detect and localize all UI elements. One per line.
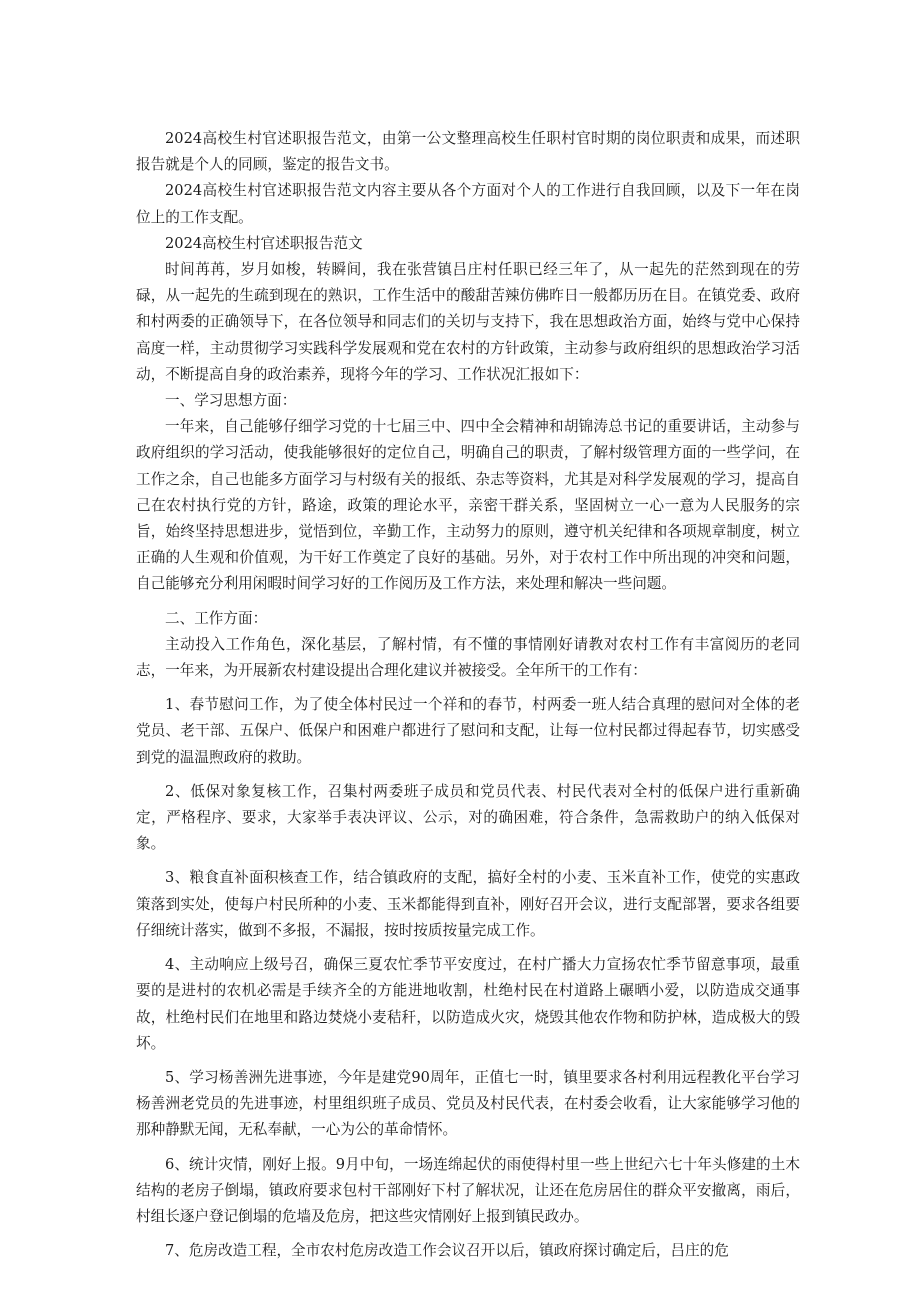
work-intro-paragraph: 主动投入工作角色，深化基层，了解村情，有不懂的事情刚好请教对农村工作有丰富阅历的老同志，一年来，为开展新农村建设提出合理化建议并被接受。全年所干的工作有：	[136, 635, 800, 680]
work-item-5: 5、学习杨善洲先进事迹，今年是建党90周年，正值七一时，镇里要求各村利用远程教化平台学习杨善洲老党员的先进事迹，村里组织班子成员、党员及村民代表，在村委会收看，让大家能够学习他的那种静默无闻，无私奉献，一心为公的革命情怀。	[136, 1068, 800, 1139]
work-item-2: 2、低保对象复核工作，召集村两委班子成员和党员代表、村民代表对全村的低保户进行重新确定，严格程序、要求，大家举手表决评议、公示，对的确困难，符合条件，急需救助户的纳入低保对象。	[136, 782, 800, 853]
work-item-1: 1、春节慰问工作，为了使全体村民过一个祥和的春节，村两委一班人结合真理的慰问对全体的老党员、老干部、五保户、低保户和困难户都进行了慰问和支配，让每一位村民都过得起春节，切实感受到党的温温煦政府的救助。	[136, 696, 800, 766]
document-title: 2024高校生村官述职报告范文	[165, 234, 363, 252]
section-heading-work: 二、工作方面：	[165, 609, 268, 627]
study-paragraph: 一年来，自己能够仔细学习党的十七届三中、四中全会精神和胡锦涛总书记的重要讲话，主动参与政府组织的学习活动，使我能够很好的定位自己，明确自己的职责，了解村级管理方面的一些学问，在工作之余，自己也能多方面学习与村级有关的报纸、杂志等资料，尤其是对科学发展观的学习，提高自己在农村执行党的方针，路途，政策的理论水平，亲密干群关系，坚固树立一心一意为人民服务的宗旨，始终坚持思想进步，觉悟到位，辛勤工作，主动努力的原则，遵守机关纪律和各项规章制度，树立正确的人生观和价值观，为干好工作奠定了良好的基础。另外，对于农村工作中所出现的冲突和问题，自己能够充分利用闲暇时间学习好的工作阅历及工作方法，来处理和解决一些问题。	[136, 418, 800, 593]
intro-paragraph-1: 2024高校生村官述职报告范文，由第一公文整理高校生任职村官时期的岗位职责和成果，而述职报告就是个人的同顾，鉴定的报告文书。	[136, 130, 800, 174]
intro-paragraph-2: 2024高校生村官述职报告范文内容主要从各个方面对个人的工作进行自我回顾，以及下一年在岗位上的工作支配。	[136, 182, 800, 226]
work-item-7: 7、危房改造工程，全市农村危房改造工作会议召开以后，镇政府探讨确定后，吕庄的危	[165, 1242, 729, 1260]
document-body	[136, 126, 800, 1264]
work-item-4: 4、主动响应上级号召，确保三夏农忙季节平安度过，在村广播大力宣扬农忙季节留意事项，最重要的是进村的农机必需是手续齐全的方能进地收割，杜绝村民在村道路上碾晒小爱，以防造成交通事故，杜绝村民们在地里和路边焚烧小麦秸秆，以防造成火灾，烧毁其他农作物和防护林，造成极大的毁坏。	[136, 956, 800, 1052]
work-item-3: 3、粮食直补面积核查工作，结合镇政府的支配，搞好全村的小麦、玉米直补工作，使党的实惠政策落到实处，使每户村民所种的小麦、玉米都能得到直补，刚好召开会议，进行支配部署，要求各组要仔细统计落实，做到不多报，不漏报，按时按质按量完成工作。	[136, 869, 800, 939]
opening-paragraph: 时间苒苒，岁月如梭，转瞬间，我在张营镇吕庄村任职已经三年了，从一起先的茫然到现在的劳碌，从一起先的生疏到现在的熟识，工作生活中的酸甜苦辣仿佛昨日一般都历历在目。在镇党委、政府和村两委的正确领导下，在各位领导和同志们的关切与支持下，我在思想政治方面，始终与党中心保持高度一样，主动贯彻学习实践科学发展观和党在农村的方针政策，主动参与政府组织的思想政治学习活动，不断提高自身的政治素养，现将今年的学习、工作状况汇报如下：	[136, 261, 800, 383]
work-item-6: 6、统计灾情，刚好上报。9月中旬，一场连绵起伏的雨使得村里一些上世纪六七十年头修建的土木结构的老房子倒塌，镇政府要求包村干部刚好下村了解状况，让还在危房居住的群众平安撤离，雨后，村组长逐户登记倒塌的危墙及危房，把这些灾情刚好上报到镇民政办。	[136, 1155, 800, 1225]
section-heading-study: 一、学习思想方面：	[165, 392, 297, 410]
